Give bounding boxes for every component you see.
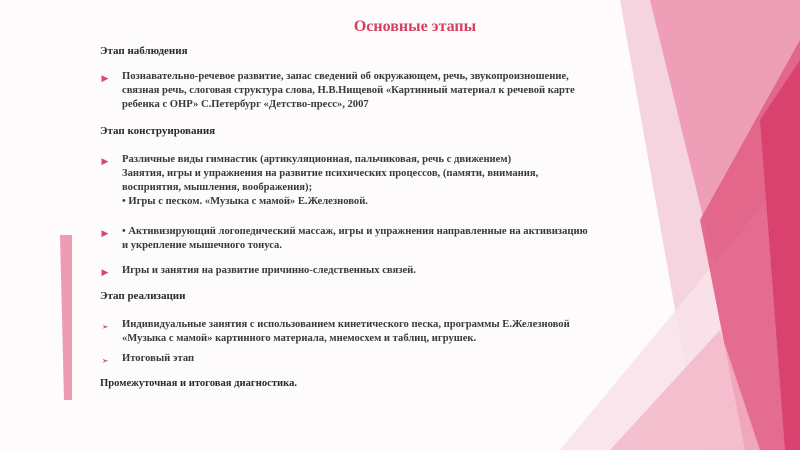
item-text: • Активизирующий логопедический массаж, игры и упражнения направленные на активизацию и укрепление мышечного тонуса. (122, 226, 588, 251)
item-text: Различные виды гимнастик (артикуляционная, пальчиковая, речь с движением) Занятия, игры и упражнения на развитие психических процессов, (памяти, внимания, восприятия, мышления, воображения); • Игры с песком. «Музыка с мамой» Е.Железновой. (122, 154, 539, 207)
item-text: Итоговый этап (122, 353, 195, 364)
slide-title: Основные этапы (353, 18, 477, 35)
heading-observation: Этап наблюдения (100, 45, 188, 57)
item-text: Индивидуальные занятия с использованием кинетического песка, программы Е.Железновой «Музыка с мамой» картинного материала, мнемосхем и таблиц, игрушек. (122, 319, 570, 344)
slide-content (100, 0, 730, 450)
bullet-arrow-icon: ▶ (101, 73, 109, 83)
item-text: Познавательно-речевое развитие, запас сведений об окружающем, речь, звукопроизношение, связная речь, слоговая структура слова, Н.В.Нищевой «Картинный материал к речевой карте ребенка с ОНР» С.Петербург «Детство-пресс», 2007 (122, 71, 575, 110)
bullet-chevron-icon: ➢ (102, 323, 108, 331)
bullet-arrow-icon: ▶ (101, 156, 109, 166)
bullet-arrow-icon: ▶ (101, 228, 109, 238)
bullet-chevron-icon: ➢ (102, 357, 108, 365)
item-text: Игры и занятия на развитие причинно-следственных связей. (122, 265, 416, 276)
final-diagnostics-text: Промежуточная и итоговая диагностика. (100, 378, 298, 389)
heading-construction: Этап конструирования (100, 125, 216, 137)
left-stripe-decoration (60, 235, 72, 400)
bullet-arrow-icon: ▶ (101, 267, 109, 277)
heading-implementation: Этап реализации (100, 290, 186, 302)
